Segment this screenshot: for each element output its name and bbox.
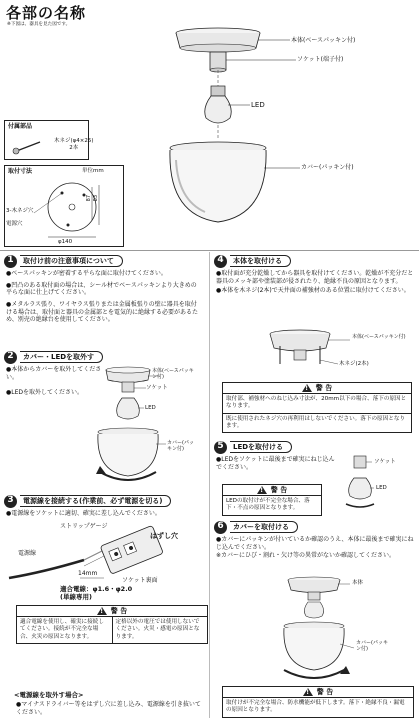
section-4-warning-2: 既に使用されたネジ穴の再利用はしないでください。落下の原因となります。	[226, 415, 406, 429]
section-6-label-body: 本体	[352, 580, 364, 586]
section-1-bullet-2: ●凹凸のある取付面の場合は、シール材でベースパッキンより大きめの平らな面に仕上げてください。	[6, 281, 197, 297]
dimension-diagram	[4, 165, 124, 245]
section-2-bullet-2: ●LEDを取外してください。	[6, 389, 83, 397]
divider	[0, 250, 419, 251]
section-5-warning-title: 警 告	[270, 485, 288, 494]
column-divider	[209, 252, 210, 718]
section-2-title: カバー・LEDを取外す	[20, 351, 103, 363]
dimensions-heading: 取付寸法	[8, 168, 33, 175]
section-3-header	[4, 494, 171, 508]
section-6-label-cover: カバー(パッキン付)	[356, 640, 388, 653]
remove-wire-heading: <電源線を取外す場合>	[14, 691, 84, 699]
section-4-label-body: 本体(ベースパッキン付)	[352, 334, 406, 340]
section-6-bullet-1: ●カバーにパッキンが付いているか確認のうえ、本体に最後まで確実にねじ込んでください。	[216, 536, 414, 551]
section-3-warning-2: 定格以外の電圧では使用しないでください。火災・感電の原因となります。	[112, 617, 208, 643]
section-4-illustration	[250, 320, 370, 380]
section-6-bullet-2: ※カバーにひび・割れ・欠け等の異常がないか確認してください。	[216, 552, 396, 560]
section-1-header	[4, 254, 123, 268]
cover-dome	[170, 150, 266, 222]
section-6-warning-1: 取付けが不完全な場合、防水機能が低下します。落下・絶縁不良・漏電の原因となります。	[226, 700, 405, 714]
section-3-warning	[16, 605, 208, 644]
strip-gauge-label: ストリップゲージ	[60, 523, 108, 530]
section-1-title: 取付け前の注意事項について	[20, 255, 123, 267]
accessories-heading: 付属部品	[8, 123, 33, 130]
section-4-warning-title: 警 告	[315, 383, 333, 392]
label-body: 本体(ベースパッキン付)	[291, 37, 356, 44]
section-3-number: 3	[4, 495, 17, 508]
label-socket: ソケット(端子付)	[297, 56, 344, 63]
section-5-header	[214, 440, 292, 454]
section-4-warning-1: 取付部、補強材へのねじ込み寸法が、20mm以下の場合、落下の原因となります。	[223, 394, 411, 414]
section-6-warning	[222, 686, 414, 718]
section-3-warning-title: 警 告	[110, 606, 128, 615]
length-label: 14mm	[78, 570, 98, 577]
section-6-number: 6	[214, 521, 227, 534]
label-led: LED	[251, 101, 265, 109]
section-4-warning	[222, 382, 412, 433]
section-4-bullet-2: ●本体を木ネジ(2本)で天井面の補強材のある位置に取付けてください。	[216, 287, 410, 295]
section-2-label-body: 本体(ベースパッキン付)	[152, 368, 194, 381]
section-2-number: 2	[4, 351, 17, 364]
screw-icon	[12, 138, 52, 158]
page-title: 各部の名称	[6, 4, 87, 22]
section-1-number: 1	[4, 255, 17, 268]
section-2-label-cover: カバー(パッキン付)	[167, 440, 194, 453]
dim-screw-hole: 3-木ネジ穴	[6, 208, 34, 214]
wire-label: 電源線	[18, 550, 37, 557]
section-4-title: 本体を取付ける	[230, 255, 291, 267]
wire-spec-1: 適合電線：φ1.6・φ2.0	[60, 585, 133, 593]
section-1-bullet-1: ●ベースパッキンが密着する平らな面に取付けてください。	[6, 270, 167, 277]
section-3-title: 電源線を接続する(作業前、必ず電源を切る)	[20, 495, 171, 507]
rotate-arrow-icon	[284, 670, 344, 678]
dimensions-unit: 単位mm	[82, 168, 104, 174]
release-hole-label: はずし穴	[150, 532, 178, 540]
section-4-body	[216, 270, 414, 295]
socket-back-label: ソケット裏面	[122, 577, 158, 584]
section-1-body	[6, 270, 202, 324]
warning-icon	[257, 486, 267, 494]
section-3-warning-1: 適合電線を使用し、確実に接続してください。接続が不完全な場合、火災の原因となります。	[20, 619, 104, 640]
socket-shape	[210, 52, 226, 70]
section-4-label-screw: 木ネジ(2本)	[339, 361, 369, 367]
dim-140: φ140	[58, 239, 73, 245]
rotate-arrow-icon	[346, 504, 374, 507]
section-6-title: カバーを取付ける	[230, 521, 298, 533]
dim-power-hole: 電源穴	[6, 221, 23, 227]
warning-icon	[303, 688, 313, 696]
section-6-header	[214, 520, 298, 534]
label-cover: カバー(パッキン付)	[301, 164, 354, 171]
section-3-bullet-1: ●電源線をソケットに適切、確実に差し込んでください。	[6, 510, 161, 517]
header-note: ※下図は、器具を見た図です。	[7, 22, 71, 27]
section-5-bullet-1: ●LEDをソケットに最後まで確実にねじ込んでください。	[216, 456, 335, 471]
section-6-illustration	[262, 574, 372, 694]
section-5-warning-1: LEDの取付けが不完全な場合、落下・不点の原因となります。	[226, 498, 310, 512]
section-6-warning-title: 警 告	[316, 687, 334, 696]
section-4-number: 4	[214, 255, 227, 268]
dim-83: 83	[93, 194, 100, 202]
warning-icon	[97, 607, 107, 615]
section-5-warning	[222, 484, 322, 516]
section-5-label-socket: ソケット	[374, 459, 396, 465]
led-bulb	[205, 96, 231, 123]
accessory-count: 2本	[69, 144, 79, 151]
section-2-label-socket: ソケット	[146, 385, 168, 391]
section-6-body	[216, 536, 414, 560]
section-1-bullet-3: ●メタルラス張り、ワイヤラス張りまたは金属板張りの壁に器具を取付ける場合は、取付面と器具の金属部とを電気的に絶縁する必要があるため、別売の絶縁台を使用してください。	[6, 301, 199, 324]
section-4-header	[214, 254, 291, 268]
accessory-screw: 木ネジ(φ4×25) 2本	[54, 138, 94, 151]
remove-wire-text: ●マイナスドライバー等をはずし穴に差し込み、電源線を引き抜いてください。	[16, 701, 201, 716]
warning-icon	[302, 384, 312, 392]
section-2-bullet-1: ●本体からカバーを取外してください。	[6, 366, 102, 381]
wire-spec-2: (単線専用)	[60, 593, 92, 602]
section-5-title: LEDを取付ける	[230, 441, 292, 453]
wire-spec	[60, 585, 132, 601]
section-2-label-led: LED	[145, 405, 156, 411]
section-5-number: 5	[214, 441, 227, 454]
section-4-bullet-1: ●取付面が充分乾燥してから器具を取付けてください。乾燥が不充分だと器具のメッキ部や塗装部が侵されたり、絶縁不良の原因となります。	[216, 270, 414, 285]
dim-87: 87	[86, 194, 93, 202]
section-5-label-led: LED	[376, 485, 387, 491]
